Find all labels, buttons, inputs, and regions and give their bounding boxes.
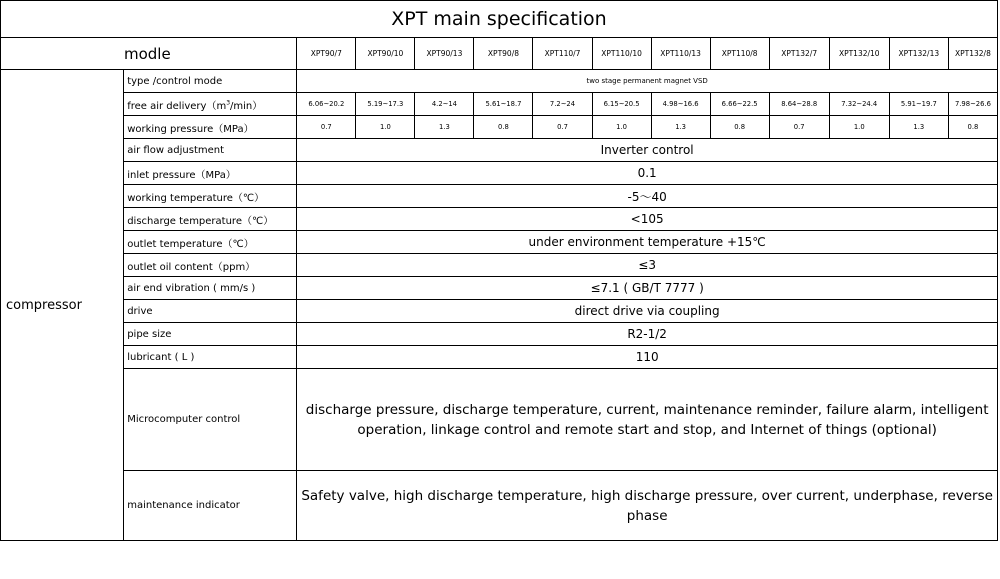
- delivery-value: 6.06~20.2: [297, 93, 356, 116]
- row-value-inlet-pressure: 0.1: [297, 162, 998, 185]
- model-cell: XPT90/13: [415, 38, 474, 70]
- row-value-air-flow-adjustment: Inverter control: [297, 139, 998, 162]
- row-value-pipe-size: R2-1/2: [297, 323, 998, 346]
- row-label-drive: drive: [124, 300, 297, 323]
- row-label-inlet-pressure: inlet pressure（MPa）: [124, 162, 297, 185]
- row-label-working-pressure: working pressure（MPa）: [124, 116, 297, 139]
- model-cell: XPT110/10: [592, 38, 651, 70]
- row-value-lubricant: 110: [297, 346, 998, 369]
- label-part: free air delivery（m: [127, 100, 227, 112]
- pressure-value: 1.0: [829, 116, 889, 139]
- row-label-outlet-temperature: outlet temperature（℃）: [124, 231, 297, 254]
- row-value-working-temperature: -5～40: [297, 185, 998, 208]
- model-cell: XPT90/8: [474, 38, 533, 70]
- pressure-value: 0.8: [474, 116, 533, 139]
- row-label-outlet-oil-content: outlet oil content（ppm）: [124, 254, 297, 277]
- delivery-value: 4.2~14: [415, 93, 474, 116]
- pressure-value: 0.7: [297, 116, 356, 139]
- row-value-outlet-temperature: under environment temperature +15℃: [297, 231, 998, 254]
- model-cell: XPT132/10: [829, 38, 889, 70]
- delivery-value: 4.98~16.6: [651, 93, 710, 116]
- delivery-value: 7.98~26.6: [948, 93, 997, 116]
- pressure-value: 0.7: [769, 116, 829, 139]
- delivery-value: 5.91~19.7: [889, 93, 948, 116]
- row-label-lubricant: lubricant ( L ): [124, 346, 297, 369]
- model-cell: XPT90/7: [297, 38, 356, 70]
- model-cell: XPT110/8: [710, 38, 769, 70]
- model-cell: XPT132/13: [889, 38, 948, 70]
- pressure-value: 0.8: [710, 116, 769, 139]
- table-title: XPT main specification: [1, 1, 998, 38]
- delivery-value: 7.32~24.4: [829, 93, 889, 116]
- delivery-value: 6.66~22.5: [710, 93, 769, 116]
- row-label-maintenance-indicator: maintenance indicator: [124, 471, 297, 541]
- model-cell: XPT132/8: [948, 38, 997, 70]
- model-cell: XPT90/10: [356, 38, 415, 70]
- row-label-air-end-vibration: air end vibration ( mm/s ): [124, 277, 297, 300]
- pressure-value: 1.0: [592, 116, 651, 139]
- row-value-type: two stage permanent magnet VSD: [297, 70, 998, 93]
- delivery-value: 6.15~20.5: [592, 93, 651, 116]
- section-label-compressor: compressor: [1, 70, 124, 541]
- delivery-value: 7.2~24: [533, 93, 592, 116]
- row-label-microcomputer-control: Microcomputer control: [124, 369, 297, 471]
- delivery-value: 5.61~18.7: [474, 93, 533, 116]
- row-label-free-air-delivery: [124, 93, 297, 116]
- row-label-air-flow-adjustment: air flow adjustment: [124, 139, 297, 162]
- row-value-discharge-temperature: <105: [297, 208, 998, 231]
- model-cell: XPT110/13: [651, 38, 710, 70]
- pressure-value: 1.0: [356, 116, 415, 139]
- row-value-microcomputer-control: discharge pressure, discharge temperature, current, maintenance reminder, failure alarm, intelligent operation, linkage control and remote start and stop, and Internet of things (optional): [297, 369, 998, 471]
- pressure-value: 1.3: [651, 116, 710, 139]
- pressure-value: 0.7: [533, 116, 592, 139]
- row-label-pipe-size: pipe size: [124, 323, 297, 346]
- row-value-maintenance-indicator: Safety valve, high discharge temperature, high discharge pressure, over current, underphase, reverse phase: [297, 471, 998, 541]
- label-part: /min）: [230, 100, 263, 112]
- row-label-working-temperature: working temperature（℃）: [124, 185, 297, 208]
- model-cell: XPT110/7: [533, 38, 592, 70]
- row-value-air-end-vibration: ≤7.1 ( GB/T 7777 ): [297, 277, 998, 300]
- row-value-outlet-oil-content: ≤3: [297, 254, 998, 277]
- model-header-label: modle: [1, 38, 297, 70]
- label-sup: 3: [226, 99, 231, 107]
- pressure-value: 0.8: [948, 116, 997, 139]
- row-label-discharge-temperature: discharge temperature（℃）: [124, 208, 297, 231]
- delivery-value: 5.19~17.3: [356, 93, 415, 116]
- delivery-value: 8.64~28.8: [769, 93, 829, 116]
- pressure-value: 1.3: [415, 116, 474, 139]
- pressure-value: 1.3: [889, 116, 948, 139]
- row-label-type: type /control mode: [124, 70, 297, 93]
- model-cell: XPT132/7: [769, 38, 829, 70]
- row-value-drive: direct drive via coupling: [297, 300, 998, 323]
